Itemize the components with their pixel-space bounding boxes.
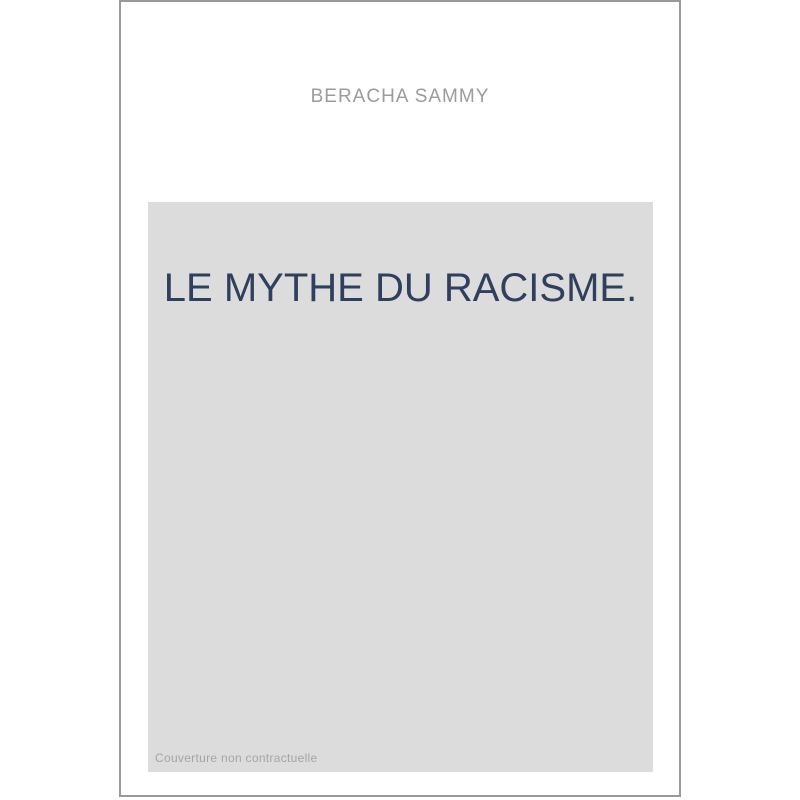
book-cover-placeholder — [119, 0, 681, 797]
author-name: BERACHA SAMMY — [310, 86, 490, 107]
cover-image-area — [148, 202, 653, 772]
book-title: LE MYTHE DU RACISME. — [163, 266, 638, 310]
cover-disclaimer: Couverture non contractuelle — [155, 751, 318, 765]
